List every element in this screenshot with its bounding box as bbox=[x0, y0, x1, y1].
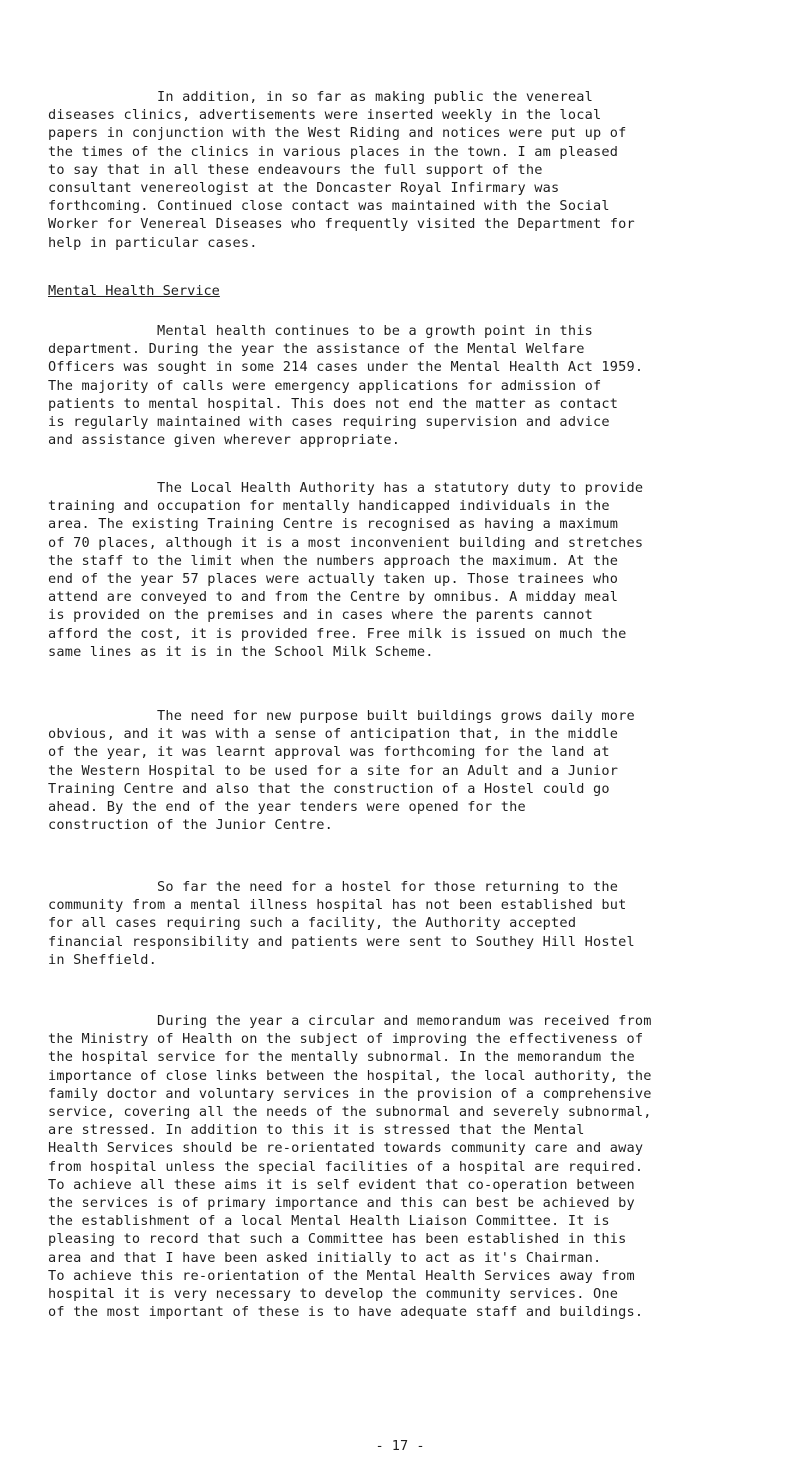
section-heading-mental-health-service: Mental Health Service bbox=[48, 283, 220, 299]
paragraph-ministry-circular: During the year a circular and memorandum was received from the Ministry of Health on the subject of improving the effectiveness of the hospital service for the mentally subnormal. In the memorandum the importance of close links between the hospital, the local authority, the family doctor and voluntary services in the provision of a comprehensive service, covering all the needs of the subnormal and severely subnormal, are stressed. In addition to this it is stressed that the Mental Health Services should be re-orientated towards community care and away from hospital unless the special facilities of a hospital are required. To achieve all these aims it is self evident that co-operation between the services is of primary importance and this can best be achieved by the establishment of a local Mental Health Liaison Committee. It is pleasing to record that such a Committee has been established in this area and that I have been asked initially to act as it's Chairman. To achieve this re-orientation of the Mental Health Services away from hospital it is very necessary to develop the community services. One of the most important of these is to have adequate staff and buildings. bbox=[48, 1013, 652, 1321]
paragraph-venereal-diseases-publicity: In addition, in so far as making public the venereal diseases clinics, advertisements were inserted weekly in the local papers in conjunction with the West Riding and notices were put up of the times of the clinics in various places in the town. I am pleased to say that in all these endeavours the full support of the consultant venereologist at the Doncaster Royal Infirmary was forthcoming. Continued close contact was maintained with the Social Worker for Venereal Diseases who frequently visited the Department for help in particular cases. bbox=[48, 89, 635, 251]
paragraph-training-centre: The Local Health Authority has a statutory duty to provide training and occupation for mentally handicapped individuals in the area. The existing Training Centre is recognised as having a maximum of 70 places, although it is a most inconvenient building and stretches the staff to the limit when the numbers approach the maximum. At the end of the year 57 places were actually taken up. Those trainees who attend are conveyed to and from the Centre by omnibus. A midday meal is provided on the premises and in cases where the parents cannot afford the cost, it is provided free. Free milk is issued on much the same lines as it is in the School Milk Scheme. bbox=[48, 480, 644, 660]
page-number: - 17 - bbox=[375, 1438, 425, 1454]
paragraph-new-buildings: The need for new purpose built buildings grows daily more obvious, and it was with a sense of anticipation that, in the middle of the year, it was learnt approval was forthcoming for the land at the Western Hospital to be used for a site for an Adult and a Junior Training Centre and also that the construction of a Hostel could go ahead. By the end of the year tenders were opened for the construction of the Junior Centre. bbox=[48, 708, 635, 834]
paragraph-mental-health-growth: Mental health continues to be a growth point in this department. During the year the assistance of the Mental Welfare Officers was sought in some 214 cases under the Mental Health Act 1959. The majority of calls were emergency applications for admission of patients to mental hospital. This does not end the matter as contact is regularly maintained with cases requiring supervision and advice and assistance given wherever appropriate. bbox=[48, 323, 644, 449]
paragraph-hostel: So far the need for a hostel for those returning to the community from a mental illness hospital has not been established but for all cases requiring such a facility, the Authority accepted financial responsibility and patients were sent to Southey Hill Hostel in Sheffield. bbox=[48, 879, 635, 968]
